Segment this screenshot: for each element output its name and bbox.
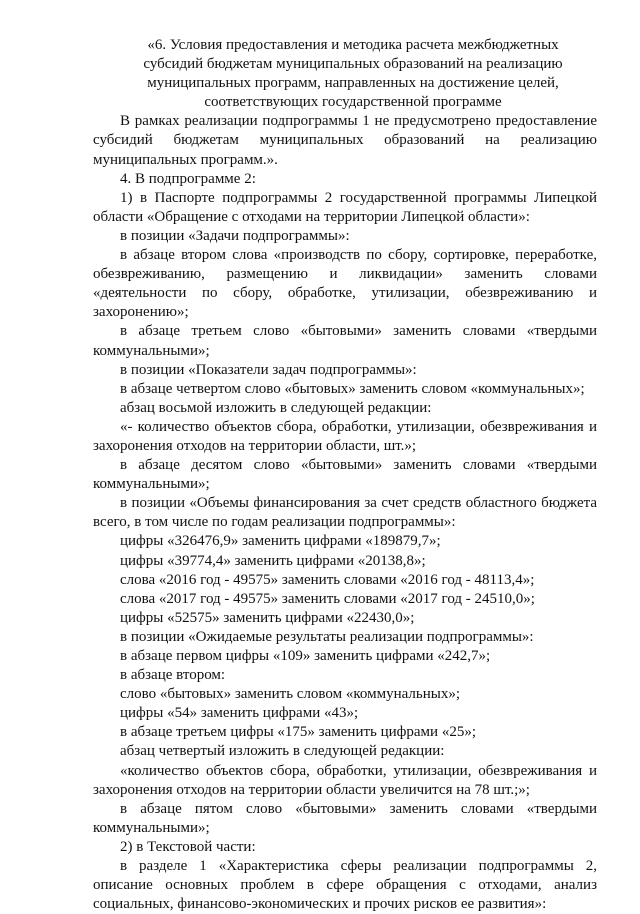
paragraph: слово «бытовых» заменить словом «коммунальных»;	[120, 686, 461, 703]
paragraph: слова «2016 год - 49575» заменить словами «2016 год - 48113,4»;	[120, 571, 535, 588]
paragraph: в абзаце втором:	[120, 667, 226, 684]
paragraph: в абзаце третьем цифры «175» заменить цифрами «25»;	[120, 724, 476, 741]
paragraph: цифры «39774,4» заменить цифрами «20138,8»;	[120, 552, 426, 569]
paragraph: 4. В подпрограмме 2:	[120, 170, 256, 187]
paragraph: цифры «326476,9» заменить цифрами «189879,7»;	[120, 533, 441, 550]
section-heading: «6. Условия предоставления и методика расчета межбюджетных субсидий бюджетам муниципальных образований на реализацию муниципальных программ, направленных на достижение целей, соответствующих государственной программе	[143, 37, 563, 111]
paragraph: 2) в Текстовой части:	[120, 838, 256, 855]
paragraph: абзац четвертый изложить в следующей редакции:	[120, 743, 445, 760]
paragraph: в позиции «Ожидаемые результаты реализации подпрограммы»:	[120, 628, 534, 645]
paragraph: 1) в Паспорте подпрограммы 2 государственной программы Липецкой области «Обращение с отходами на территории Липецкой области»:	[93, 189, 597, 225]
document-page	[93, 36, 597, 914]
paragraph: в абзаце четвертом слово «бытовых» заменить словом «коммунальных»;	[120, 380, 585, 397]
paragraph: цифры «54» заменить цифрами «43»;	[120, 705, 359, 722]
paragraph: в позиции «Объемы финансирования за счет средств областного бюджета всего, в том числе по годам реализации подпрограммы»:	[93, 495, 597, 531]
paragraph: в абзаце первом цифры «109» заменить цифрами «242,7»;	[120, 648, 491, 664]
paragraph: абзац восьмой изложить в следующей редакции:	[120, 399, 432, 416]
paragraph: слова «2017 год - 49575» заменить словами «2017 год - 24510,0»;	[120, 590, 535, 607]
paragraph: в разделе 1 «Характеристика сферы реализации подпрограммы 2, описание основных проблем в сфере обращения с отходами, анализ социальных, финансово-экономических и прочих рисков ее развития»:	[93, 858, 597, 913]
paragraph: в позиции «Показатели задач подпрограммы»:	[120, 361, 417, 378]
paragraph: цифры «52575» заменить цифрами «22430,0»;	[120, 609, 415, 626]
document-body	[93, 112, 597, 914]
paragraph: в абзаце третьем слово «бытовыми» заменить словами «твердыми коммунальными»;	[93, 323, 597, 359]
paragraph: в позиции «Задачи подпрограммы»:	[120, 227, 350, 244]
paragraph: в абзаце пятом слово «бытовыми» заменить словами «твердыми коммунальными»;	[93, 800, 597, 836]
paragraph: «- количество объектов сбора, обработки, утилизации, обезвреживания и захоронения отходов на территории области, шт.»;	[93, 418, 597, 454]
paragraph: в абзаце десятом слово «бытовыми» заменить словами «твердыми коммунальными»;	[93, 457, 597, 493]
paragraph: В рамках реализации подпрограммы 1 не предусмотрено предоставление субсидий бюджетам муниципальных образований на реализацию муниципальных программ.».	[93, 113, 597, 168]
paragraph: «количество объектов сбора, обработки, утилизации, обезвреживания и захоронения отходов на территории области увеличится на 78 шт.;»;	[93, 762, 597, 798]
paragraph: в абзаце втором слова «производств по сбору, сортировке, переработке, обезвреживанию, размещению и ликвидации» заменить словами «деятельности по сбору, обработке, утилизации, обезвреживанию и захоронению»;	[93, 247, 597, 321]
